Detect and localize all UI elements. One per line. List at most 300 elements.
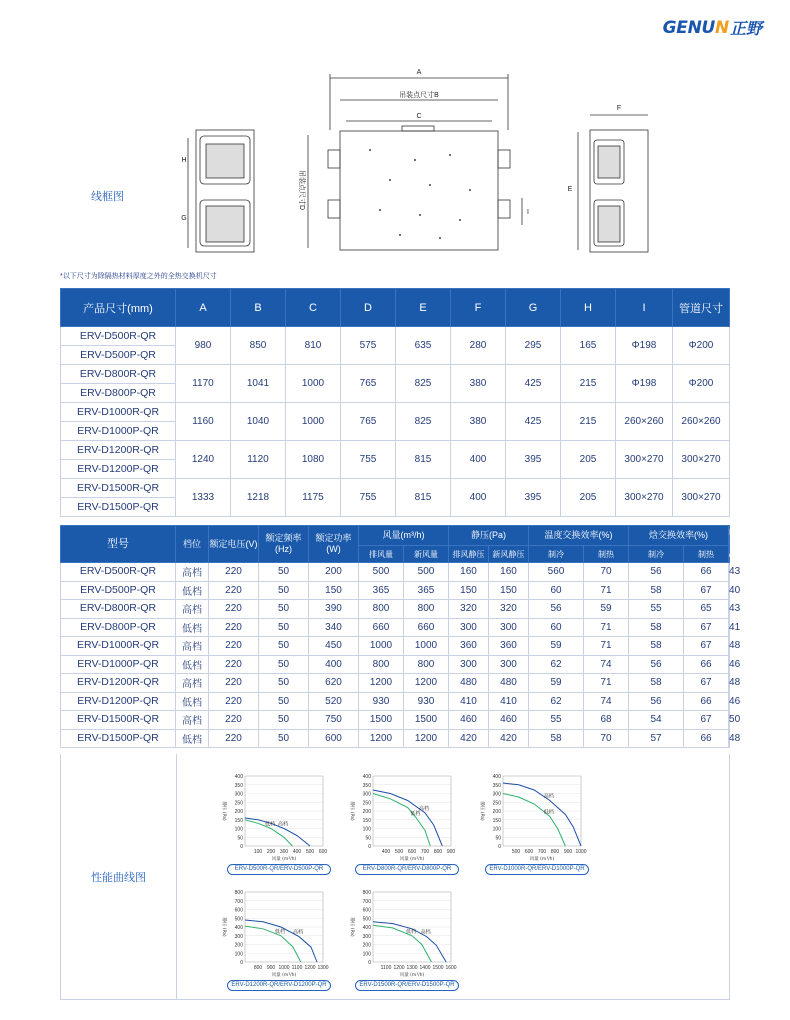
dim-value: 825 bbox=[396, 365, 451, 403]
spec-value: 50 bbox=[259, 563, 309, 582]
spec-value: 65 bbox=[684, 600, 729, 619]
spec-value: 220 bbox=[209, 674, 259, 693]
dim-value: 215 bbox=[561, 403, 616, 441]
spec-value: 66 bbox=[684, 692, 729, 711]
y-tick-label: 200 bbox=[234, 942, 243, 949]
dim-value: Φ198 bbox=[616, 327, 673, 365]
spec-value: 365 bbox=[359, 581, 404, 600]
dim-value: 260×260 bbox=[616, 403, 673, 441]
gear-cell: 低档 bbox=[176, 729, 209, 748]
spec-value: 71 bbox=[584, 581, 629, 600]
model-name: ERV-D500R-QR bbox=[61, 327, 175, 346]
spec-value: 220 bbox=[209, 600, 259, 619]
dim-value: 300×270 bbox=[673, 441, 730, 479]
spec-value: 50 bbox=[259, 729, 309, 748]
x-tick-label: 500 bbox=[305, 849, 315, 855]
spec-value: 67 bbox=[684, 618, 729, 637]
model-name: ERV-D800P-QR bbox=[80, 387, 156, 399]
x-tick-label: 1300 bbox=[406, 965, 418, 971]
spec-value: 300 bbox=[449, 618, 489, 637]
spec-value: 50 bbox=[259, 618, 309, 637]
h-air-ex: 排风量 bbox=[359, 546, 404, 563]
spec-value: 50 bbox=[729, 714, 741, 726]
x-tick-label: 500 bbox=[394, 849, 404, 855]
y-tick-label: 300 bbox=[362, 933, 371, 940]
series-label: 低档 bbox=[406, 928, 417, 935]
spec-value: 1200 bbox=[404, 729, 449, 748]
spec-value: 150 bbox=[489, 581, 529, 600]
model-cell bbox=[61, 403, 176, 441]
logo-latin-b: N bbox=[715, 17, 729, 38]
gear-cell: 高档 bbox=[176, 711, 209, 730]
table-row bbox=[61, 618, 730, 637]
dim-value: 755 bbox=[341, 479, 396, 517]
spec-value: 43 bbox=[729, 566, 741, 578]
h-power: 额定功率(W) bbox=[309, 526, 359, 563]
performance-chart bbox=[339, 768, 464, 872]
y-tick-label: 350 bbox=[492, 782, 501, 789]
model-name: ERV-D800P-QR bbox=[61, 618, 176, 637]
h-volt: 额定电压(V) bbox=[209, 526, 259, 563]
dim-value: 765 bbox=[341, 365, 396, 403]
spec-value: 360 bbox=[449, 637, 489, 656]
h-gear: 档位 bbox=[176, 526, 209, 563]
spec-value: 930 bbox=[359, 692, 404, 711]
y-tick-label: 100 bbox=[234, 951, 243, 958]
x-tick-label: 1400 bbox=[419, 965, 431, 971]
spec-value: 41 bbox=[729, 621, 741, 633]
dim-value: Φ200 bbox=[673, 327, 730, 365]
y-axis-label: 静压 (Pa) bbox=[479, 801, 484, 821]
spec-value: 46 bbox=[729, 695, 741, 707]
spec-value: 220 bbox=[209, 637, 259, 656]
x-tick-label: 800 bbox=[253, 965, 263, 971]
y-tick-label: 700 bbox=[234, 898, 243, 905]
x-tick-label: 900 bbox=[446, 849, 456, 855]
wireframe-drawing bbox=[180, 60, 650, 265]
dims-header-7: G bbox=[506, 289, 561, 327]
table-row bbox=[61, 479, 730, 517]
spec-value: 59 bbox=[529, 674, 584, 693]
model-name: ERV-D1500P-QR bbox=[61, 729, 176, 748]
y-tick-label: 200 bbox=[492, 809, 501, 815]
spec-value: 67 bbox=[684, 581, 729, 600]
table-row bbox=[61, 581, 730, 600]
dim-value: 825 bbox=[396, 403, 451, 441]
model-name: ERV-D1000R-QR bbox=[61, 637, 176, 656]
spec-value: 300 bbox=[489, 655, 529, 674]
y-tick-label: 100 bbox=[492, 826, 501, 833]
spec-value: 66 bbox=[684, 563, 729, 582]
model-name: ERV-D800R-QR bbox=[61, 365, 175, 384]
dim-c: C bbox=[416, 113, 422, 120]
dim-value: 1080 bbox=[286, 441, 341, 479]
y-tick-label: 350 bbox=[362, 782, 371, 789]
x-axis-label: 风量 (m³/h) bbox=[529, 857, 555, 862]
spec-value: 56 bbox=[629, 692, 684, 711]
x-axis-label: 风量 (m³/h) bbox=[399, 973, 425, 978]
model-name: ERV-D1000P-QR bbox=[77, 425, 159, 437]
y-tick-label: 500 bbox=[362, 916, 371, 923]
spec-value: 320 bbox=[489, 600, 529, 619]
spec-value: 660 bbox=[404, 618, 449, 637]
spec-value: 40 bbox=[729, 584, 741, 596]
model-name: ERV-D500P-QR bbox=[61, 581, 176, 600]
dim-b: 吊装点尺寸B bbox=[399, 92, 439, 99]
spec-value: 50 bbox=[259, 692, 309, 711]
logo-latin-a: GENU bbox=[662, 17, 716, 38]
h-ent-cool: 制冷 bbox=[629, 546, 684, 563]
dim-value: 395 bbox=[506, 479, 561, 517]
y-tick-label: 600 bbox=[234, 907, 243, 914]
table-row bbox=[61, 327, 730, 365]
gear-cell: 低档 bbox=[176, 581, 209, 600]
spec-value: 220 bbox=[209, 618, 259, 637]
table-row bbox=[61, 441, 730, 479]
spec-value: 59 bbox=[529, 637, 584, 656]
spec-value: 365 bbox=[404, 581, 449, 600]
dim-value: 400 bbox=[451, 441, 506, 479]
dim-value: 380 bbox=[451, 403, 506, 441]
x-tick-label: 400 bbox=[381, 849, 391, 855]
y-tick-label: 0 bbox=[498, 844, 501, 850]
spec-value: 500 bbox=[359, 563, 404, 582]
series-label: 高档 bbox=[420, 929, 431, 936]
x-tick-label: 100 bbox=[253, 849, 263, 855]
chart-svg bbox=[211, 884, 336, 988]
spec-value: 59 bbox=[584, 600, 629, 619]
dim-i: I bbox=[527, 209, 529, 216]
h-cool: 制冷 bbox=[529, 546, 584, 563]
chart-title: ERV-D1000R-QR/ERV-D1000P-QR bbox=[485, 864, 589, 875]
table-row bbox=[61, 403, 730, 441]
y-axis-label: 静压 (Pa) bbox=[349, 917, 354, 937]
dim-value: 1041 bbox=[231, 365, 286, 403]
y-tick-label: 400 bbox=[234, 774, 243, 780]
spec-value: 480 bbox=[449, 674, 489, 693]
y-tick-label: 200 bbox=[362, 942, 371, 949]
spec-value: 55 bbox=[529, 711, 584, 730]
dim-value: 1120 bbox=[231, 441, 286, 479]
x-tick-label: 1200 bbox=[304, 965, 316, 971]
h-sp-fr: 新风静压 bbox=[489, 546, 529, 563]
series-label: 低档 bbox=[275, 928, 286, 935]
h-sp: 静压(Pa) bbox=[449, 526, 529, 546]
y-tick-label: 400 bbox=[492, 774, 501, 780]
dim-value: 1160 bbox=[176, 403, 231, 441]
spec-value: 1500 bbox=[404, 711, 449, 730]
table-row bbox=[61, 674, 730, 693]
spec-value: 220 bbox=[209, 711, 259, 730]
dim-value: 1040 bbox=[231, 403, 286, 441]
spec-value: 58 bbox=[629, 581, 684, 600]
dim-value: 395 bbox=[506, 441, 561, 479]
spec-value: 1200 bbox=[359, 674, 404, 693]
gear-cell: 低档 bbox=[176, 692, 209, 711]
dim-d: 吊装点尺寸D bbox=[298, 169, 305, 211]
dim-value: 575 bbox=[341, 327, 396, 365]
spec-value: 460 bbox=[449, 711, 489, 730]
y-tick-label: 400 bbox=[234, 925, 243, 931]
spec-value: 220 bbox=[209, 563, 259, 582]
spec-value: 50 bbox=[259, 637, 309, 656]
spec-value: 60 bbox=[529, 618, 584, 637]
y-tick-label: 400 bbox=[362, 925, 371, 931]
spec-value: 390 bbox=[309, 600, 359, 619]
gear-cell: 低档 bbox=[176, 618, 209, 637]
spec-value: 220 bbox=[209, 581, 259, 600]
spec-value: 150 bbox=[309, 581, 359, 600]
dim-value: 215 bbox=[561, 365, 616, 403]
spec-value: 360 bbox=[489, 637, 529, 656]
spec-value: 160 bbox=[449, 563, 489, 582]
spec-value: 800 bbox=[359, 600, 404, 619]
spec-value: 66 bbox=[684, 655, 729, 674]
y-tick-label: 150 bbox=[234, 817, 243, 824]
spec-value: 50 bbox=[259, 674, 309, 693]
y-tick-label: 0 bbox=[368, 960, 371, 966]
spec-value: 71 bbox=[584, 637, 629, 656]
x-tick-label: 800 bbox=[550, 849, 560, 855]
chart-svg bbox=[469, 768, 594, 872]
h-freq: 额定频率(Hz) bbox=[259, 526, 309, 563]
spec-value: 200 bbox=[309, 563, 359, 582]
y-tick-label: 150 bbox=[362, 817, 371, 824]
table-row bbox=[61, 692, 730, 711]
spec-value: 67 bbox=[684, 637, 729, 656]
spec-value: 74 bbox=[584, 655, 629, 674]
table-row bbox=[61, 600, 730, 619]
model-name: ERV-D1200R-QR bbox=[61, 441, 175, 460]
dim-value: 765 bbox=[341, 403, 396, 441]
series-label: 低档 bbox=[410, 811, 421, 817]
spec-value: 50 bbox=[259, 655, 309, 674]
y-tick-label: 200 bbox=[362, 809, 371, 815]
y-tick-label: 350 bbox=[234, 782, 243, 789]
x-tick-label: 800 bbox=[433, 849, 443, 855]
dim-value: 425 bbox=[506, 365, 561, 403]
dim-e: E bbox=[567, 186, 573, 193]
spec-value: 620 bbox=[309, 674, 359, 693]
spec-value: 50 bbox=[259, 600, 309, 619]
dims-header-10: 管道尺寸 bbox=[673, 289, 730, 327]
model-name: ERV-D1500R-QR bbox=[61, 479, 175, 498]
dim-value: 815 bbox=[396, 441, 451, 479]
spec-value: 70 bbox=[584, 729, 629, 748]
x-tick-label: 1100 bbox=[380, 965, 392, 971]
y-tick-label: 50 bbox=[365, 835, 371, 842]
spec-value: 150 bbox=[449, 581, 489, 600]
table-row bbox=[61, 563, 730, 582]
dims-header-8: H bbox=[561, 289, 616, 327]
spec-value: 56 bbox=[629, 655, 684, 674]
dim-value: 980 bbox=[176, 327, 231, 365]
dim-value: 1000 bbox=[286, 403, 341, 441]
dim-value: 300×270 bbox=[616, 441, 673, 479]
h-temp: 温度交换效率(%) bbox=[529, 526, 629, 546]
model-name: ERV-D1500R-QR bbox=[61, 711, 176, 730]
top-view bbox=[340, 131, 498, 250]
h-air-fr: 新风量 bbox=[404, 546, 449, 563]
spec-value: 71 bbox=[584, 674, 629, 693]
dim-value: 280 bbox=[451, 327, 506, 365]
spec-value: 220 bbox=[209, 729, 259, 748]
dim-value: 850 bbox=[231, 327, 286, 365]
dim-value: 380 bbox=[451, 365, 506, 403]
y-tick-label: 800 bbox=[234, 890, 243, 896]
table-row bbox=[61, 637, 730, 656]
h-ent: 焓交换效率(%) bbox=[629, 526, 729, 546]
y-tick-label: 150 bbox=[492, 817, 501, 824]
x-tick-label: 400 bbox=[292, 849, 302, 855]
dim-value: 1333 bbox=[176, 479, 231, 517]
dim-value: 165 bbox=[561, 327, 616, 365]
x-tick-label: 900 bbox=[563, 849, 573, 855]
x-tick-label: 1300 bbox=[317, 965, 329, 971]
x-axis-label: 风量 (m³/h) bbox=[271, 857, 297, 862]
performance-chart bbox=[469, 768, 594, 872]
h-heat: 制热 bbox=[584, 546, 629, 563]
size-note: *以下尺寸为除隔热材料厚度之外的全热交换机尺寸 bbox=[60, 273, 217, 280]
x-tick-label: 1000 bbox=[278, 965, 290, 971]
model-name: ERV-D500R-QR bbox=[61, 563, 176, 582]
model-name: ERV-D500P-QR bbox=[80, 349, 156, 361]
dims-header-3: C bbox=[286, 289, 341, 327]
dim-value: 1175 bbox=[286, 479, 341, 517]
spec-value: 460 bbox=[489, 711, 529, 730]
dim-value: 815 bbox=[396, 479, 451, 517]
chart-svg bbox=[211, 768, 336, 872]
y-tick-label: 50 bbox=[495, 835, 501, 842]
table-row bbox=[61, 365, 730, 403]
spec-value: 410 bbox=[449, 692, 489, 711]
spec-value: 220 bbox=[209, 655, 259, 674]
h-noise: 噪音 dB(A) bbox=[729, 527, 753, 560]
x-axis-label: 风量 (m³/h) bbox=[271, 973, 297, 978]
spec-value: 400 bbox=[309, 655, 359, 674]
dims-header-9: I bbox=[616, 289, 673, 327]
spec-value: 68 bbox=[584, 711, 629, 730]
series-label: 低档 bbox=[265, 821, 276, 828]
dim-value: Φ198 bbox=[616, 365, 673, 403]
spec-value: 58 bbox=[629, 674, 684, 693]
performance-chart bbox=[211, 768, 336, 872]
spec-value: 660 bbox=[359, 618, 404, 637]
gear-cell: 低档 bbox=[176, 655, 209, 674]
dims-header-6: F bbox=[451, 289, 506, 327]
spec-value: 1200 bbox=[359, 729, 404, 748]
spec-value: 800 bbox=[404, 600, 449, 619]
spec-value: 56 bbox=[629, 563, 684, 582]
dim-value: 400 bbox=[451, 479, 506, 517]
spec-value: 58 bbox=[629, 637, 684, 656]
x-tick-label: 200 bbox=[266, 849, 276, 855]
spec-value: 500 bbox=[404, 563, 449, 582]
y-tick-label: 100 bbox=[362, 826, 371, 833]
h-ent-heat: 制热 bbox=[684, 546, 729, 563]
spec-value: 420 bbox=[489, 729, 529, 748]
dim-value: 295 bbox=[506, 327, 561, 365]
model-cell bbox=[61, 479, 176, 517]
y-tick-label: 300 bbox=[234, 791, 243, 798]
y-tick-label: 250 bbox=[234, 800, 243, 807]
x-axis-label: 风量 (m³/h) bbox=[399, 857, 425, 862]
spec-value: 1000 bbox=[359, 637, 404, 656]
series-label: 高档 bbox=[278, 821, 289, 828]
dim-value: 755 bbox=[341, 441, 396, 479]
chart-title: ERV-D1500R-QR/ERV-D1500P-QR bbox=[355, 980, 459, 991]
spec-value: 50 bbox=[259, 581, 309, 600]
x-tick-label: 1200 bbox=[393, 965, 405, 971]
spec-value: 48 bbox=[729, 640, 741, 652]
dim-f: F bbox=[616, 105, 622, 112]
series-label: 低档 bbox=[543, 809, 554, 816]
dim-value: 1000 bbox=[286, 365, 341, 403]
y-tick-label: 100 bbox=[234, 826, 243, 833]
spec-value: 320 bbox=[449, 600, 489, 619]
dim-g: G bbox=[181, 215, 187, 222]
spec-value: 71 bbox=[584, 618, 629, 637]
dim-value: 205 bbox=[561, 441, 616, 479]
spec-value: 800 bbox=[404, 655, 449, 674]
dim-value: 1240 bbox=[176, 441, 231, 479]
x-tick-label: 700 bbox=[537, 849, 547, 855]
spec-value: 56 bbox=[529, 600, 584, 619]
model-name: ERV-D1500P-QR bbox=[77, 501, 159, 513]
spec-value: 62 bbox=[529, 655, 584, 674]
x-tick-label: 600 bbox=[318, 849, 328, 855]
y-tick-label: 200 bbox=[234, 809, 243, 815]
y-tick-label: 700 bbox=[362, 898, 371, 905]
model-cell bbox=[61, 327, 176, 365]
gear-cell: 高档 bbox=[176, 600, 209, 619]
spec-value: 57 bbox=[629, 729, 684, 748]
series-label: 高档 bbox=[543, 793, 554, 800]
x-tick-label: 1000 bbox=[575, 849, 587, 855]
spec-value: 520 bbox=[309, 692, 359, 711]
spec-value: 66 bbox=[684, 729, 729, 748]
dim-value: 205 bbox=[561, 479, 616, 517]
spec-value: 1000 bbox=[404, 637, 449, 656]
spec-value: 58 bbox=[529, 729, 584, 748]
model-name: ERV-D1200P-QR bbox=[61, 692, 176, 711]
spec-value: 54 bbox=[629, 711, 684, 730]
model-name: ERV-D1000P-QR bbox=[61, 655, 176, 674]
h-model: 型号 bbox=[61, 526, 176, 563]
spec-value: 600 bbox=[309, 729, 359, 748]
y-tick-label: 300 bbox=[492, 791, 501, 798]
h-sp-ex: 排风静压 bbox=[449, 546, 489, 563]
dims-header-2: B bbox=[231, 289, 286, 327]
dim-value: 300×270 bbox=[673, 479, 730, 517]
spec-value: 50 bbox=[259, 711, 309, 730]
dim-value: 260×260 bbox=[673, 403, 730, 441]
spec-value: 410 bbox=[489, 692, 529, 711]
dims-header-1: A bbox=[176, 289, 231, 327]
gear-cell: 高档 bbox=[176, 674, 209, 693]
model-name: ERV-D1000R-QR bbox=[61, 403, 175, 422]
spec-value: 58 bbox=[629, 618, 684, 637]
x-tick-label: 900 bbox=[266, 965, 276, 971]
spec-value: 70 bbox=[584, 563, 629, 582]
x-tick-label: 500 bbox=[511, 849, 521, 855]
dim-h: H bbox=[181, 157, 187, 164]
model-cell bbox=[61, 365, 176, 403]
gear-cell: 高档 bbox=[176, 563, 209, 582]
model-name: ERV-D1200R-QR bbox=[61, 674, 176, 693]
dim-value: 635 bbox=[396, 327, 451, 365]
y-tick-label: 300 bbox=[234, 933, 243, 940]
